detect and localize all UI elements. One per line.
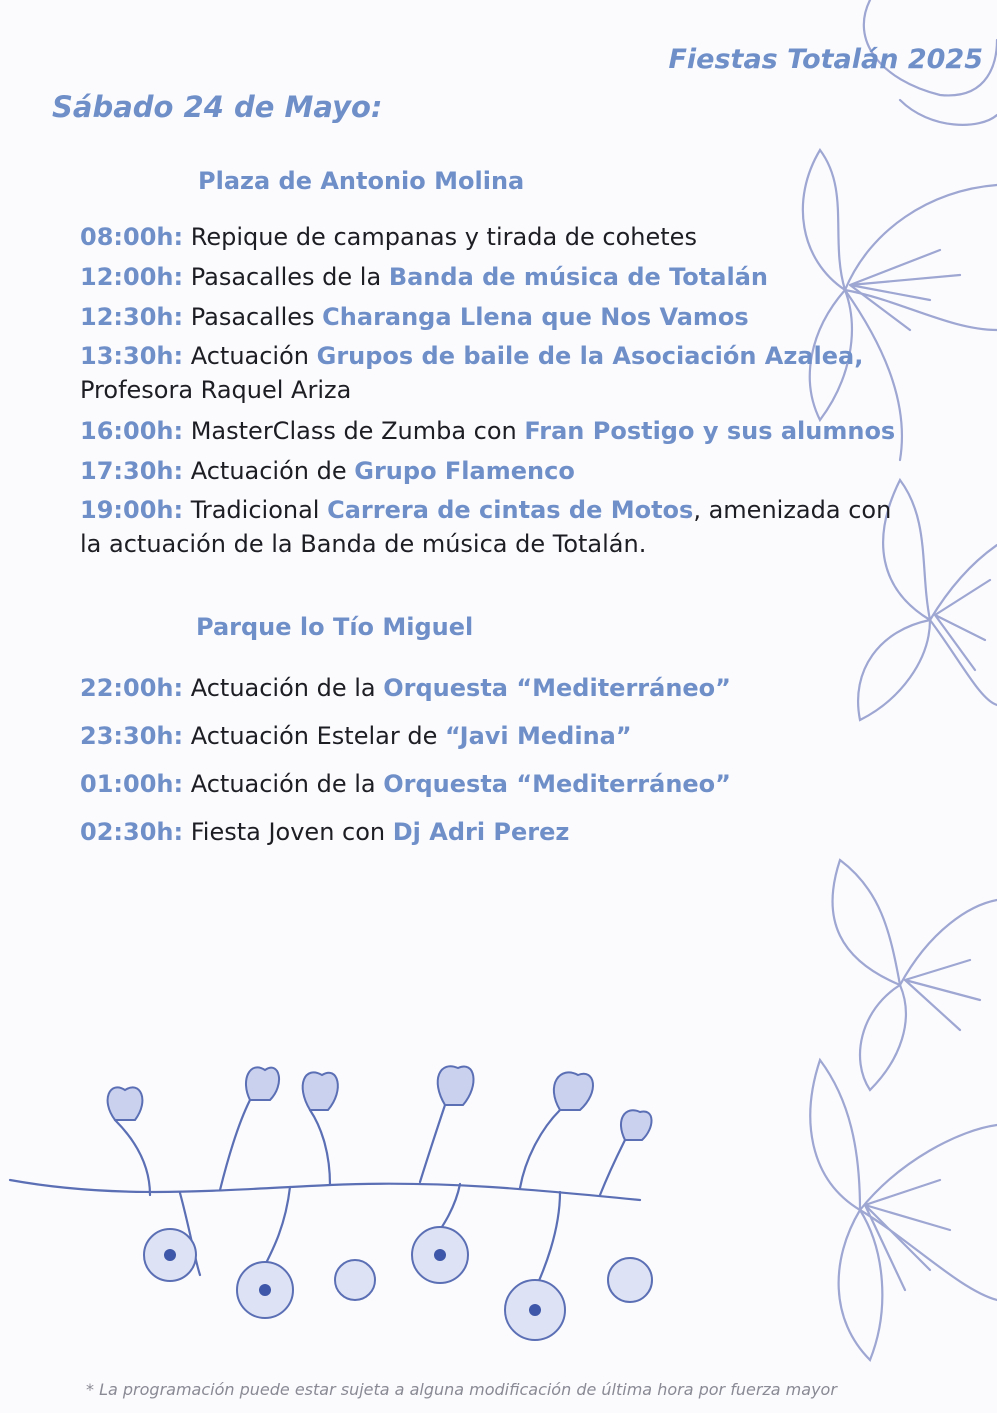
event-highlight: Dj Adri Perez (392, 818, 570, 846)
event-time: 12:30h: (80, 303, 184, 331)
event-item (80, 257, 970, 297)
event-time: 16:00h: (80, 417, 184, 445)
event-highlight: “Javi Medina” (444, 722, 632, 750)
venue-heading-parque: Parque lo Tío Miguel (196, 613, 474, 641)
venue-heading-plaza: Plaza de Antonio Molina (198, 167, 525, 195)
event-item (80, 664, 970, 712)
event-time: 12:00h: (80, 263, 184, 291)
event-highlight: Banda de música de Totalán (388, 263, 768, 291)
event-title: Fiestas Totalán 2025 (668, 44, 983, 75)
event-highlight: Fran Postigo y sus alumnos (524, 417, 896, 445)
event-text: , amenizada con la actuación de la Banda de música de Totalán. (80, 496, 892, 558)
event-text: Actuación de (190, 457, 355, 485)
event-item (80, 297, 970, 337)
event-text: Repique de campanas y tirada de cohetes (190, 223, 697, 251)
event-text: Actuación de la (190, 770, 384, 798)
event-highlight: Carrera de cintas de Motos (327, 496, 694, 524)
event-text: Tradicional (190, 496, 328, 524)
event-text: MasterClass de Zumba con (190, 417, 525, 445)
event-item (80, 712, 970, 760)
disclaimer-footnote: * La programación puede estar sujeta a alguna modificación de última hora por fuerza mayor (86, 1380, 837, 1399)
event-highlight: Grupos de baile de la Asociación Azalea, (316, 342, 864, 370)
day-heading: Sábado 24 de Mayo: (52, 90, 383, 124)
event-text: Pasacalles de la (190, 263, 389, 291)
event-list-plaza (80, 217, 970, 565)
event-list-parque (80, 664, 970, 856)
event-time: 23:30h: (80, 722, 184, 750)
event-time: 08:00h: (80, 223, 184, 251)
event-time: 01:00h: (80, 770, 184, 798)
event-text: Actuación (190, 342, 317, 370)
event-text: Profesora Raquel Ariza (80, 376, 352, 404)
event-item (80, 760, 970, 808)
event-item (80, 493, 910, 561)
event-item (80, 339, 940, 407)
event-time: 19:00h: (80, 496, 184, 524)
event-highlight: Grupo Flamenco (354, 457, 575, 485)
event-highlight: Orquesta “Mediterráneo” (383, 674, 731, 702)
event-highlight: Charanga Llena que Nos Vamos (322, 303, 749, 331)
event-item (80, 217, 970, 257)
event-highlight: Orquesta “Mediterráneo” (383, 770, 731, 798)
event-time: 22:00h: (80, 674, 184, 702)
event-time: 02:30h: (80, 818, 184, 846)
event-item (80, 808, 970, 856)
event-item (80, 451, 970, 491)
event-text: Actuación de la (190, 674, 384, 702)
event-time: 17:30h: (80, 457, 184, 485)
event-text: Fiesta Joven con (190, 818, 393, 846)
event-time: 13:30h: (80, 342, 184, 370)
event-text: Actuación Estelar de (190, 722, 445, 750)
event-text: Pasacalles (190, 303, 323, 331)
event-item (80, 411, 970, 451)
